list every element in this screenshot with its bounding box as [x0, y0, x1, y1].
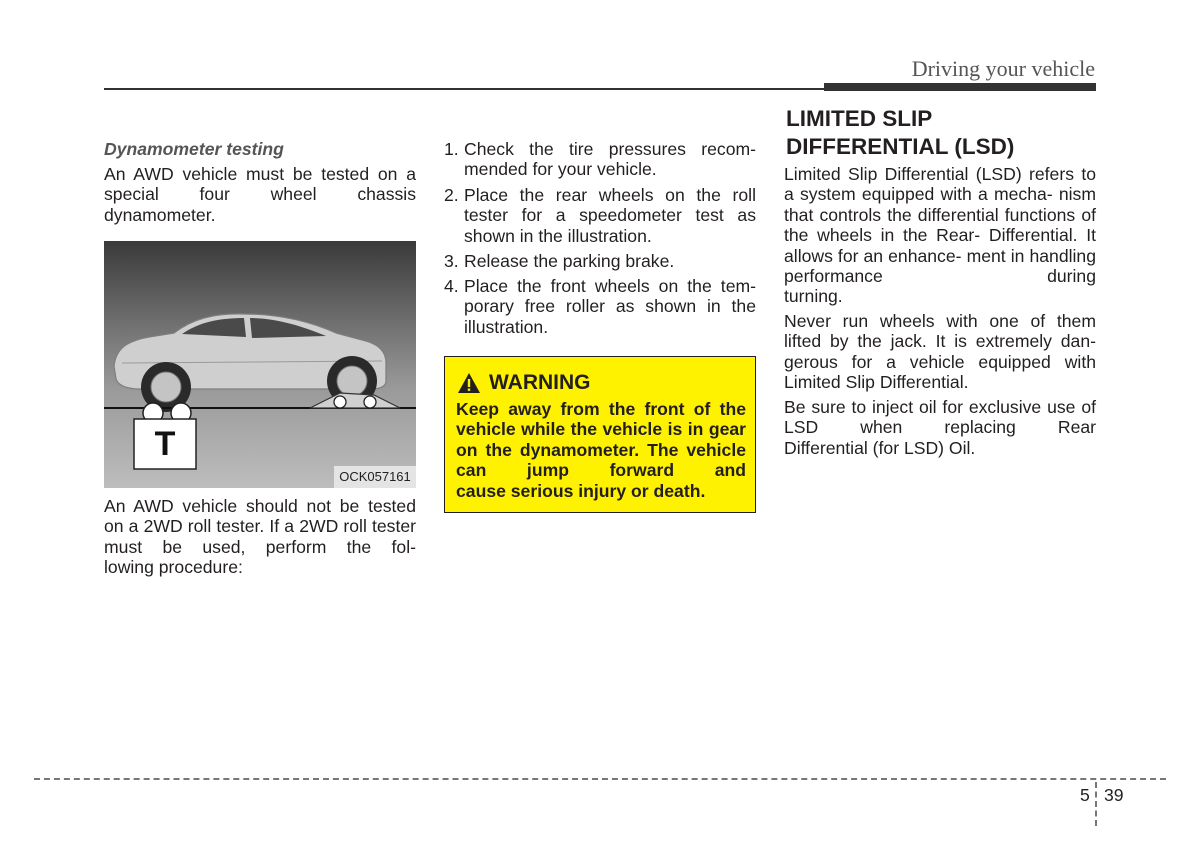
step-text: [464, 276, 756, 337]
text-line: on a 2WD roll tester. If a 2WD roll: [104, 516, 367, 537]
text-line: to a system equipped with a mecha-: [784, 164, 1096, 205]
warning-title-text: WARNING: [489, 371, 591, 394]
text-line: vehicle while the vehicle is in: [456, 419, 704, 440]
heading-line: LIMITED SLIP: [786, 106, 933, 131]
rear-roller-left: [334, 396, 346, 408]
subheading-dynamometer-testing: Dynamometer testing: [104, 139, 284, 159]
text-line: Never run wheels with one of them: [784, 311, 1096, 331]
footer-page-divider: [1095, 782, 1097, 826]
text-line: shown in the illustration.: [464, 225, 652, 246]
text-line: gerous for a vehicle equipped with: [784, 351, 1096, 372]
step-text: [464, 185, 756, 246]
warning-triangle-icon: [457, 372, 481, 394]
text-line: Release the parking brake.: [464, 251, 675, 271]
step-text: [464, 139, 756, 180]
text-line: turning.: [784, 286, 843, 307]
text-line: of LSD when replacing Rear: [784, 397, 1096, 438]
step-2: [444, 185, 756, 246]
paragraph-lsd-definition: [784, 164, 1096, 307]
text-line: nism that controls the differential: [784, 184, 1096, 225]
text-line: Keep away from the front of the: [456, 399, 746, 419]
text-line: Limited Slip Differential.: [784, 372, 969, 393]
paragraph-lsd-jack: [784, 311, 1096, 393]
text-line: An AWD vehicle should not be tested: [104, 496, 416, 516]
text-line: tester for a speedometer test as: [464, 205, 756, 226]
warning-box: [444, 356, 756, 513]
text-line: vehicle can jump forward and: [456, 439, 746, 481]
step-number: 2.: [444, 185, 459, 205]
step-3: [444, 251, 756, 271]
text-line: functions of the wheels in the Rear-: [784, 204, 1096, 246]
text-line: porary free roller as shown in the: [464, 296, 756, 317]
text-line: tester must be used, perform the fol-: [104, 516, 416, 557]
running-header: Driving your vehicle: [911, 56, 1095, 81]
step-4: [444, 276, 756, 337]
heading-line: DIFFERENTIAL (LSD): [786, 134, 1015, 159]
rear-roller-right: [364, 396, 376, 408]
front-rim: [151, 372, 181, 402]
step-1: [444, 139, 756, 180]
chapter-number: 5: [1080, 785, 1090, 805]
text-line: mended for your vehicle.: [464, 159, 657, 180]
figure-code: OCK057161: [334, 466, 416, 488]
marker-letter: T: [154, 425, 176, 463]
text-line: An AWD vehicle must be tested on a: [104, 164, 416, 184]
text-line: Differential. It allows for an enhance-: [784, 225, 1096, 266]
text-line: special four wheel chassis: [104, 184, 416, 205]
section-heading-lsd: [786, 105, 1014, 161]
step-number: 3.: [444, 251, 459, 271]
warning-text: [456, 399, 746, 501]
text-line: Be sure to inject oil for exclusive use: [784, 397, 1076, 417]
text-line: gear on the dynamometer. The: [456, 419, 746, 460]
page-number: 39: [1104, 785, 1124, 805]
text-line: illustration.: [464, 316, 549, 337]
dynamometer-illustration: [104, 241, 416, 488]
header-rule: [104, 88, 824, 90]
paragraph-lsd-oil: [784, 397, 1096, 458]
step-text: [464, 251, 756, 271]
rear-rim: [337, 366, 367, 396]
step-number: 4.: [444, 276, 459, 296]
text-line: lifted by the jack. It is extremely dan-: [784, 331, 1096, 352]
footer-dashed-rule: [34, 778, 1166, 780]
text-line: Differential (for LSD) Oil.: [784, 437, 976, 458]
text-line: cause serious injury or death.: [456, 480, 706, 501]
text-line: Limited Slip Differential (LSD) refers: [784, 164, 1074, 184]
step-number: 1.: [444, 139, 459, 159]
paragraph-awd-dyno: [104, 164, 416, 225]
text-line: dynamometer.: [104, 204, 216, 225]
warning-title: [457, 371, 591, 395]
text-line: Place the front wheels on the tem-: [464, 276, 756, 296]
text-line: lowing procedure:: [104, 557, 243, 578]
text-line: Place the rear wheels on the roll: [464, 185, 756, 205]
header-bar: [824, 83, 1096, 91]
text-line: Check the tire pressures recom-: [464, 139, 756, 159]
paragraph-2wd-roll-tester: [104, 496, 416, 578]
rear-roll-tester: [310, 393, 400, 408]
text-line: ment in handling performance during: [784, 245, 1096, 287]
